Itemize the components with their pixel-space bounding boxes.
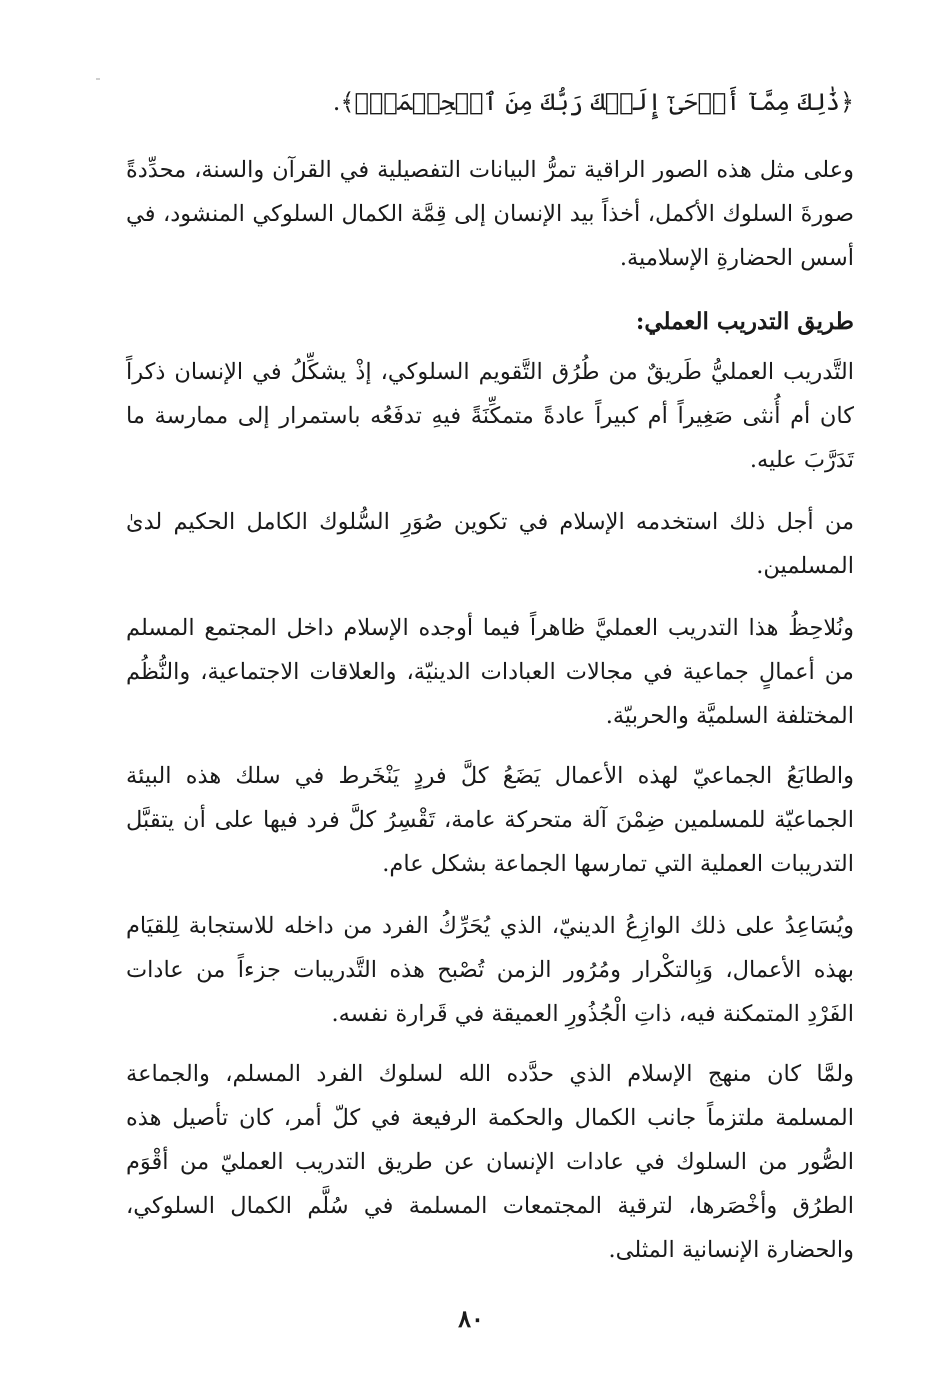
quran-verse: ﴿ذَٰلِكَ مِمَّآ أَوۡحَىٰٓ إِلَيۡكَ رَبُّكَ مِنَ ٱلۡحِكۡمَةِۗ﴾. <box>332 88 854 116</box>
paragraph-collective-nature: والطابَعُ الجماعيّ لهذه الأعمال يَضَعُ كلَّ فردٍ يَنْخَرط في سلك هذه البيئة الجماعيّة للمسلمين ضِمْنَ آلة متحركة عامة، تَقْسِرُ كلَّ فرد فيها على أن يتقبَّل التدريبات العملية التي تمارسها الجماعة بشكل عام. <box>126 763 854 877</box>
paragraph-conclusion: ولمَّا كان منهج الإسلام الذي حدَّده الله لسلوك الفرد المسلم، والجماعة المسلمة ملتزماً جانب الكمال والحكمة الرفيعة في كلّ أمر، كان تأصيل هذه الصُّور من السلوك في عادات الإنسان عن طريق التدريب العمليّ من أقْوَم الطرُق وأخْصَرها، لترقية المجتمعات المسلمة في سُلَّم الكمال السلوكي، والحضارة الإنسانية المثلى. <box>126 1061 854 1263</box>
scan-artifact <box>96 78 100 80</box>
paragraph-intro: وعلى مثل هذه الصور الراقية تمرُّ البيانات التفصيلية في القرآن والسنة، محدِّدةً صورةَ السلوك الأكمل، أخذاً بيد الإنسان إلى قِمَّة الكمال السلوكي المنشود، في أسس الحضارةِ الإسلامية. <box>126 157 854 271</box>
section-heading: طريق التدريب العملي: <box>635 308 854 335</box>
paragraph-religious-motive: ويُسَاعِدُ على ذلك الوازِعُ الدينيّ، الذي يُحَرِّكُ الفرد من داخله للاستجابة لِلقيَام بهذه الأعمال، وَبِالتكْرار ومُرُور الزمن تُصْبح هذه التَّدريبات جزءاً من عادات الفَرْدِ المتمكنة فيه، ذاتِ الْجُذُورِ العميقة في قَرارة نفسه. <box>126 913 854 1027</box>
paragraph-islam-usage: من أجل ذلك استخدمه الإسلام في تكوين صُوَرِ السُّلوك الكامل الحكيم لدىٰ المسلمين. <box>126 509 854 579</box>
paragraph-training-definition: التَّدريب العمليُّ طَريقٌ من طُرُق التَّقويم السلوكي، إذْ يشكِّلُ في الإنسان ذكراً كان أم أُنثى صَغِيراً أم كبيراً عادةً متمكِّنَةً فيهِ تدفَعُه باستمرار إلى ممارسة ما تَدَرَّبَ عليه. <box>126 359 854 473</box>
page-number: ٨٠ <box>458 1304 484 1333</box>
paragraph-collective-works: ونُلاحِظُ هذا التدريب العمليَّ ظاهراً فيما أوجده الإسلام داخل المجتمع المسلم من أعمالٍ جماعية في مجالات العبادات الدينيّة، والعلاقات الاجتماعية، والنُّظُم المختلفة السلميَّة والحربيّة. <box>126 615 854 729</box>
